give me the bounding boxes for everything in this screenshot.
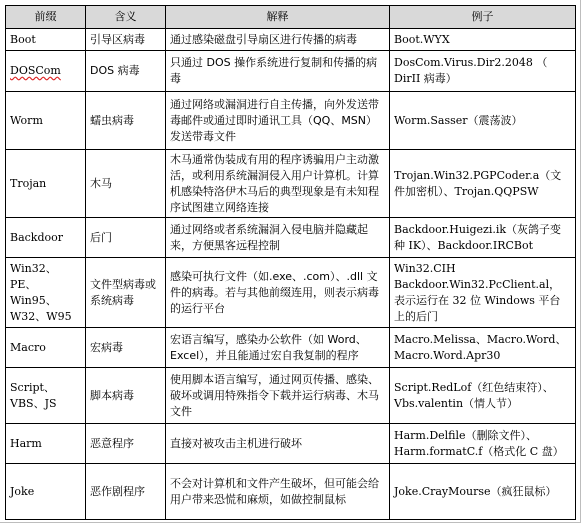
explanation-cell: 通过感染磁盘引导扇区进行传播的病毒 [166,29,390,51]
meaning-cell: 脚本病毒 [86,368,166,424]
prefix-cell: Script、VBS、JS [6,368,86,424]
table-row [6,258,576,328]
table-row [6,92,576,150]
meaning-cell: 宏病毒 [86,328,166,368]
example-cell: DosCom.Virus.Dir2.2048 （ DirII 病毒） [390,51,576,92]
table-row [6,464,576,520]
meaning-cell: 木马 [86,150,166,218]
table-row [6,218,576,258]
example-cell: Backdoor.Huigezi.ik（灰鸽子变种 IK）、Backdoor.IRCBot [390,218,576,258]
table-row [6,328,576,368]
table-row [6,150,576,218]
prefix-cell: Backdoor [6,218,86,258]
prefix-cell: Worm [6,92,86,150]
meaning-cell: 蠕虫病毒 [86,92,166,150]
header-meaning: 含义 [86,6,166,29]
table-row [6,424,576,464]
explanation-cell: 使用脚本语言编写，通过网页传播、感染、破坏或调用特殊指令下载并运行病毒、木马文件 [166,368,390,424]
table-row [6,368,576,424]
explanation-cell: 宏语言编写，感染办公软件（如 Word、Excel），并且能通过宏自我复制的程序 [166,328,390,368]
explanation-cell: 通过网络或者系统漏洞入侵电脑并隐藏起来，方便黑客远程控制 [166,218,390,258]
explanation-cell: 只通过 DOS 操作系统进行复制和传播的病毒 [166,51,390,92]
example-cell: Script.RedLof（红色结束符）、Vbs.valentin（情人节） [390,368,576,424]
meaning-cell: 恶意程序 [86,424,166,464]
example-cell: Worm.Sasser（震荡波） [390,92,576,150]
meaning-cell: 文件型病毒或系统病毒 [86,258,166,328]
example-cell: Trojan.Win32.PGPCoder.a（文件加密机）、Trojan.QQPSW [390,150,576,218]
explanation-cell: 直接对被攻击主机进行破坏 [166,424,390,464]
explanation-cell: 通过网络或漏洞进行自主传播，向外发送带毒邮件或通过即时通讯工具（QQ、MSN）发送带毒文件 [166,92,390,150]
table-header-row [6,6,576,29]
example-cell: Harm.Delfile（删除文件）、Harm.formatC.f（格式化 C 盘） [390,424,576,464]
meaning-cell: 后门 [86,218,166,258]
prefix-cell: Trojan [6,150,86,218]
example-cell: Boot.WYX [390,29,576,51]
explanation-cell: 木马通常伪装成有用的程序诱骗用户主动激活，或利用系统漏洞侵入用户计算机。计算机感染特洛伊木马后的典型现象是有未知程序试图建立网络连接 [166,150,390,218]
meaning-cell: 引导区病毒 [86,29,166,51]
prefix-text: DOSCom [10,64,61,77]
prefix-cell: Boot [6,29,86,51]
explanation-cell: 感染可执行文件（如.exe、.com）、.dll 文件的病毒。若与其他前缀连用，则表示病毒的运行平台 [166,258,390,328]
prefix-cell: Joke [6,464,86,520]
table-row [6,51,576,92]
header-prefix: 前缀 [6,6,86,29]
prefix-cell: Win32、PE、Win95、W32、W95 [6,258,86,328]
prefix-cell [6,51,86,92]
prefix-cell: Macro [6,328,86,368]
table-row [6,29,576,51]
virus-prefix-table [5,5,576,520]
header-example: 例子 [390,6,576,29]
example-cell: Win32.CIH Backdoor.Win32.PcClient.al，表示运行在 32 位 Windows 平台上的后门 [390,258,576,328]
example-cell: Macro.Melissa、Macro.Word、Macro.Word.Apr30 [390,328,576,368]
header-explanation: 解释 [166,6,390,29]
explanation-cell: 不会对计算机和文件产生破坏，但可能会给用户带来恐慌和麻烦，如做控制鼠标 [166,464,390,520]
meaning-cell: 恶作剧程序 [86,464,166,520]
prefix-cell: Harm [6,424,86,464]
meaning-cell: DOS 病毒 [86,51,166,92]
example-cell: Joke.CrayMourse（疯狂鼠标） [390,464,576,520]
